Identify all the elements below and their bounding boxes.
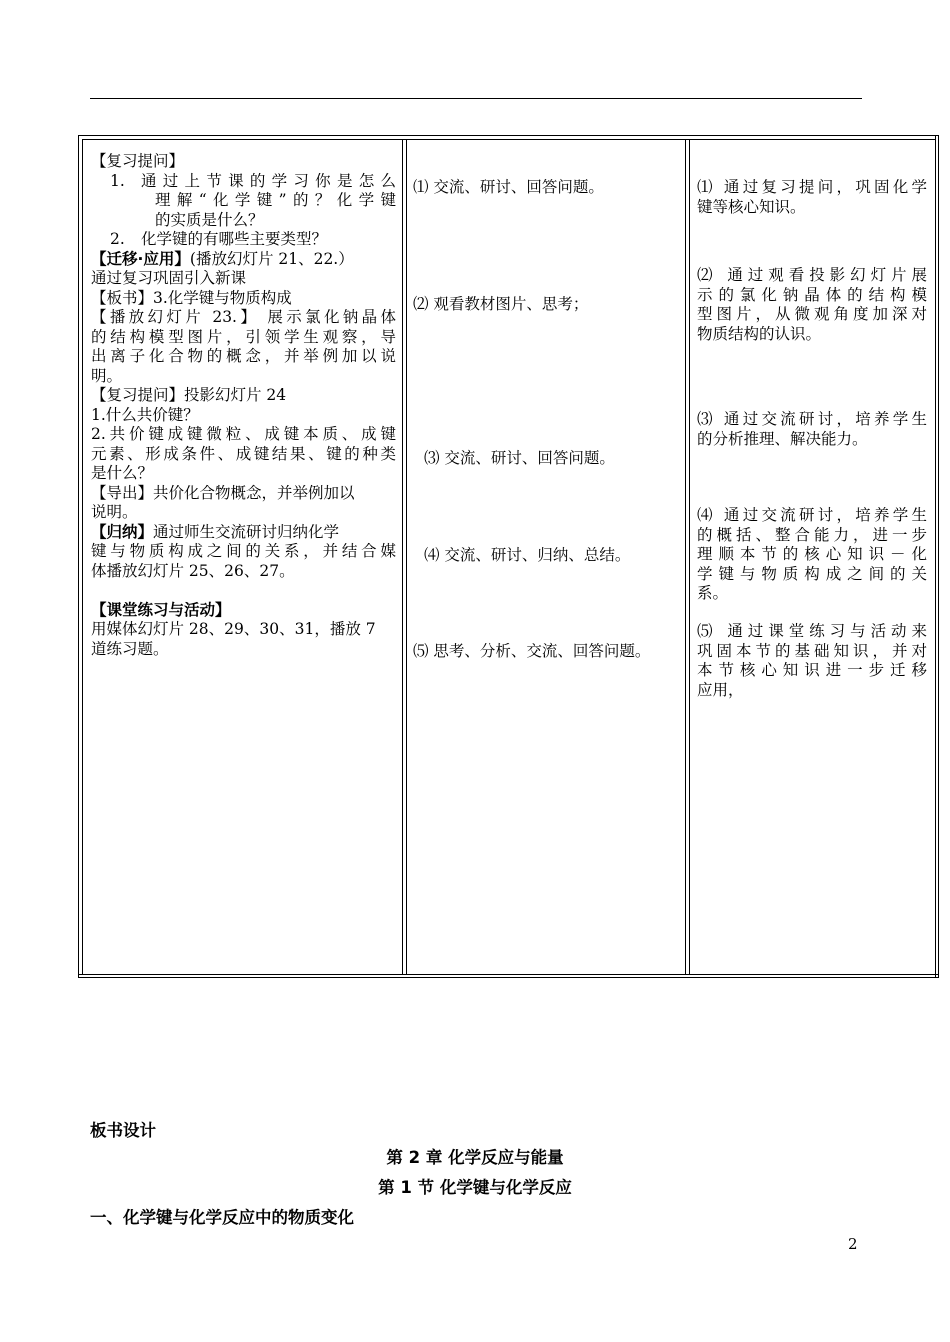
- column-divider: [689, 139, 690, 975]
- chapter-title: 第 2 章 化学反应与能量: [386, 1148, 564, 1167]
- text-line: ⑷ 通过交流研讨，培养学生: [697, 506, 927, 524]
- bold-heading: 【归纳】: [91, 522, 154, 541]
- text-line: 通过上节课的学习你是怎么: [141, 171, 396, 190]
- text-line: 道练习题。: [91, 639, 169, 658]
- column-divider: [406, 139, 407, 975]
- text-line: 键与物质构成之间的关系，并结合媒: [91, 542, 396, 560]
- intent-item: [697, 506, 927, 604]
- text-line: 体播放幻灯片 25、26、27。: [91, 561, 295, 580]
- section-heading: 一、化学键与化学反应中的物质变化: [90, 1208, 354, 1227]
- text-line: 通过复习巩固引入新课: [91, 269, 247, 287]
- table-border: [938, 136, 939, 978]
- student-item: ⑴ 交流、研讨、回答问题。: [413, 178, 604, 196]
- student-item: ⑷ 交流、研讨、归纳、总结。: [424, 546, 631, 564]
- bold-heading: 【课堂练习与活动】: [91, 600, 231, 619]
- text-line: 【播放幻灯片 23.】 展示氯化钠晶体: [91, 308, 396, 326]
- text-line: 用媒体幻灯片 28、29、30、31，播放 7: [91, 620, 376, 638]
- text-line: 本节核心知识进一步迁移: [697, 661, 927, 679]
- text-line: 学键与物质构成之间的关: [697, 564, 927, 583]
- text-line: 化学键的有哪些主要类型？: [141, 230, 328, 248]
- text-line: 型图片，从微观角度加深对: [697, 305, 927, 323]
- text-line: 2.共价键成键微粒、成键本质、成键: [91, 425, 396, 443]
- text-line: 的概括、整合能力，进一步: [697, 525, 927, 544]
- text-line: 的结构模型图片，引领学生观察，导: [91, 327, 396, 346]
- text-line: 的实质是什么？: [155, 210, 264, 229]
- teacher-activity-cell: [91, 152, 396, 659]
- text-line: 示的氯化钠晶体的结构模: [697, 285, 927, 304]
- table-border: [79, 974, 939, 975]
- text-line: ⑴ 通过复习提问，巩固化学: [697, 178, 927, 196]
- text-line: 的分析推理、解决能力。: [697, 429, 868, 448]
- lesson-table: [78, 135, 939, 978]
- text-line: ⑸ 通过课堂练习与活动来: [697, 622, 927, 640]
- student-item: ⑸ 思考、分析、交流、回答问题。: [413, 642, 651, 660]
- text-line: ⑶ 通过交流研讨，培养学生: [697, 410, 927, 428]
- student-item: ⑶ 交流、研讨、回答问题。: [424, 449, 615, 467]
- text-line: 【复习提问】投影幻灯片 24: [91, 386, 287, 404]
- text-line: 巩固本节的基础知识，并对: [697, 641, 927, 660]
- bold-heading: 【迁移·应用】: [91, 249, 190, 268]
- text-line: 1.什么共价键？: [91, 405, 199, 424]
- text-line: 是什么？: [91, 464, 154, 482]
- text-line: 通过师生交流研讨归纳化学: [153, 522, 340, 541]
- text-line: 明。: [91, 366, 123, 385]
- table-border: [82, 139, 936, 140]
- section-title: 第 1 节 化学键与化学反应: [378, 1178, 572, 1197]
- board-design-label: 板书设计: [90, 1121, 156, 1140]
- column-divider: [685, 139, 686, 975]
- table-border: [82, 139, 83, 975]
- intent-item: [697, 266, 927, 344]
- text-line: 元素、形成条件、成键结果、键的种类: [91, 444, 396, 463]
- list-number: 2.: [110, 230, 125, 248]
- text-line: 出离子化合物的概念，并举例加以说: [91, 347, 396, 365]
- intent-item: [697, 622, 927, 700]
- table-border: [935, 136, 936, 978]
- text-line: 键等核心知识。: [697, 197, 806, 216]
- table-border: [79, 977, 939, 978]
- text-line: 【导出】共价化合物概念，并举例加以: [91, 483, 355, 502]
- text-line: (播放幻灯片 21、22.）: [189, 249, 354, 268]
- text-line: 说明。: [91, 503, 138, 521]
- list-item: [91, 230, 396, 250]
- column-divider: [402, 139, 403, 975]
- intent-item: [697, 410, 927, 449]
- list-item: [91, 172, 396, 192]
- text-line: 理顺本节的核心知识－化: [697, 545, 927, 563]
- text-line: 系。: [697, 584, 729, 602]
- header-rule: [90, 98, 862, 99]
- student-item: ⑵ 观看教材图片、思考；: [413, 295, 589, 313]
- list-number: 1.: [110, 171, 125, 190]
- page-number: 2: [848, 1235, 858, 1253]
- text-line: ⑵ 通过观看投影幻灯片展: [697, 266, 927, 284]
- text-line: 理解“化学键”的？化学键: [155, 191, 396, 209]
- text-line: 应用，: [697, 680, 744, 699]
- intent-item: [697, 178, 927, 217]
- text-line: 【板书】3.化学键与物质构成: [91, 288, 292, 307]
- text-line: 【复习提问】: [91, 152, 185, 170]
- text-line: 物质结构的认识。: [697, 324, 822, 343]
